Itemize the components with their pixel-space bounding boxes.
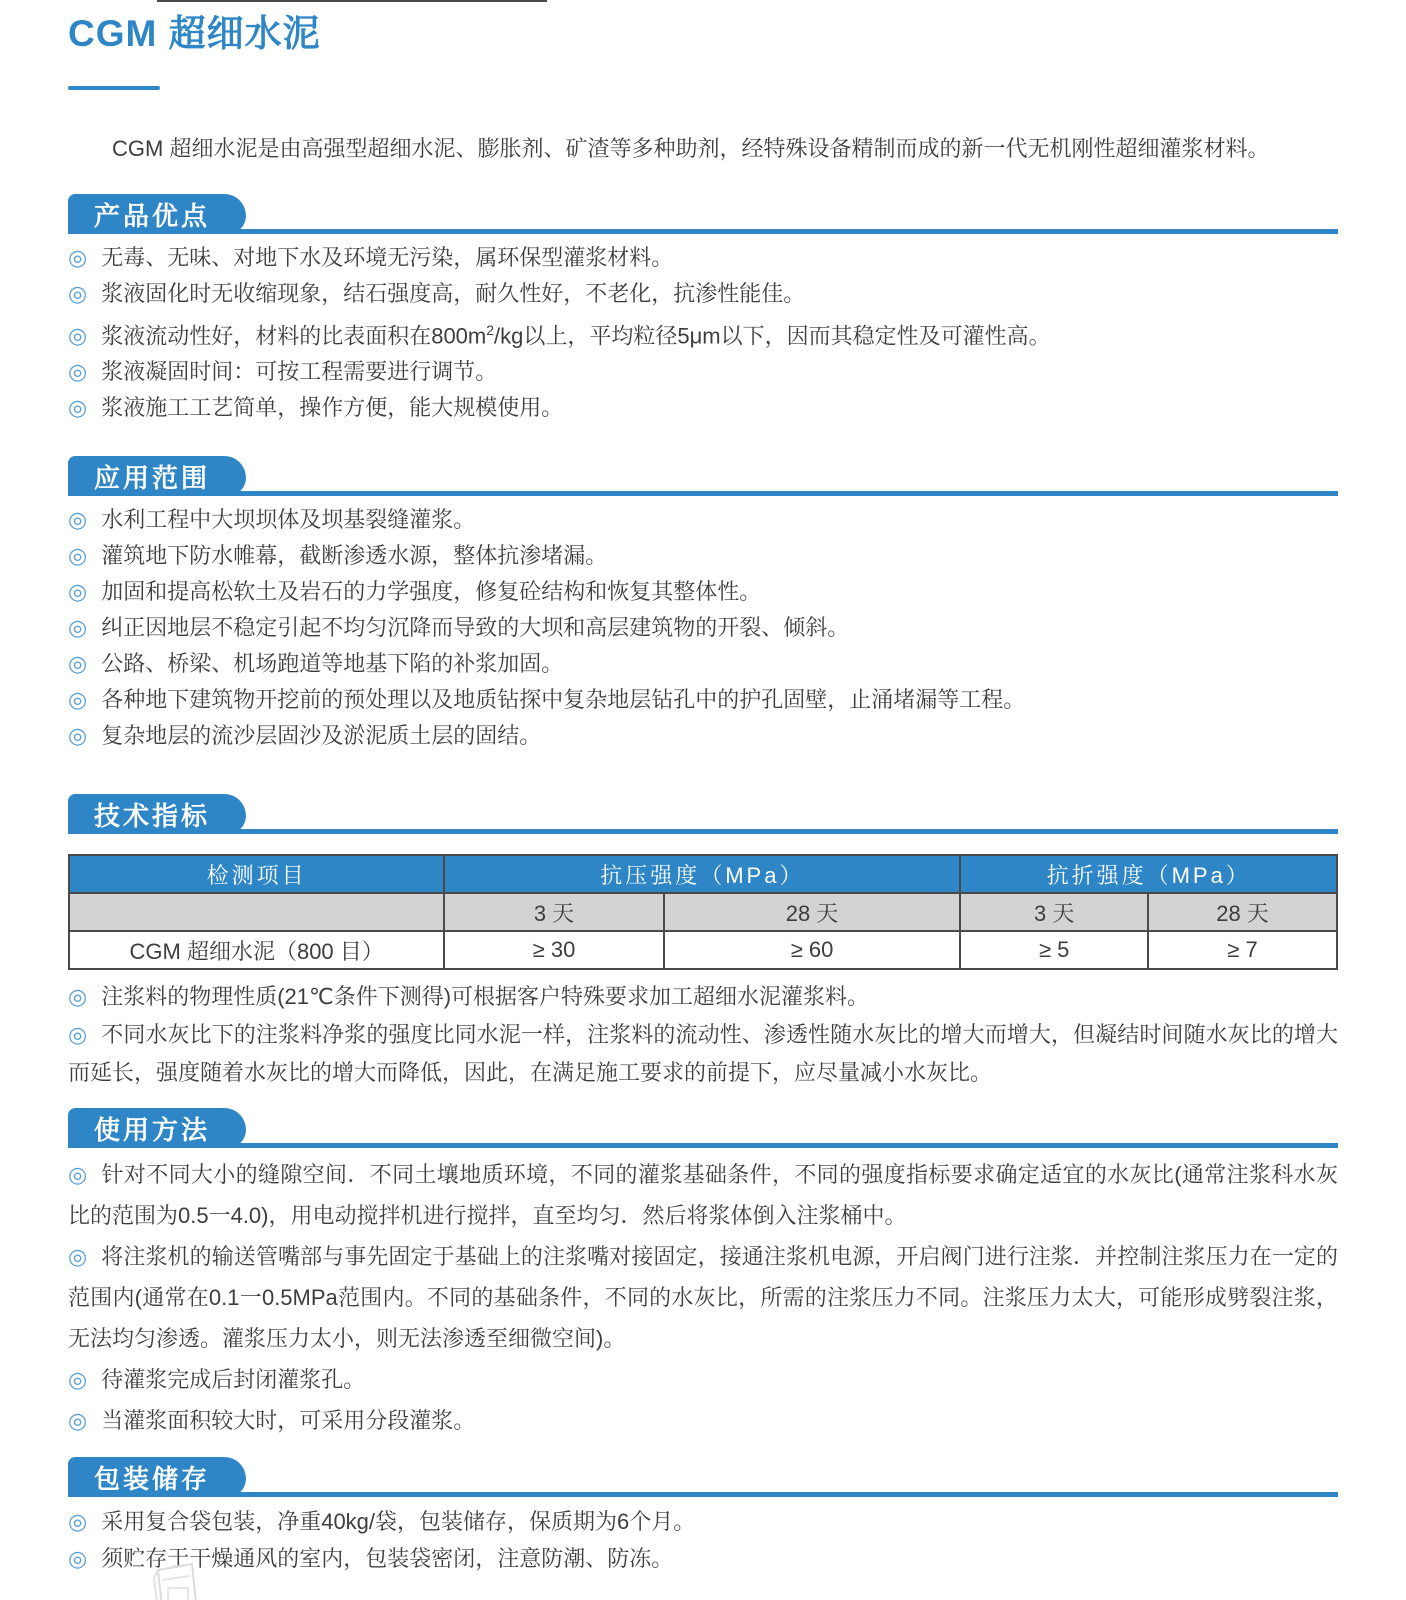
- list-item: [68, 276, 1338, 312]
- list-item: [68, 1400, 1338, 1441]
- list-item-text: 浆液施工工艺简单，操作方便，能大规模使用。: [101, 395, 564, 421]
- note-text: 注浆料的物理性质(21℃条件下测得)可根据客户特殊要求加工超细水泥灌浆料。: [101, 984, 870, 1010]
- list-item: [68, 610, 1338, 646]
- section-banner-applications: [68, 456, 1338, 496]
- superscript: 2: [486, 322, 495, 338]
- section-tab: 产品优点: [68, 194, 246, 234]
- bullet-icon: ◎: [68, 245, 88, 270]
- list-item: [68, 718, 1338, 754]
- list-item-text: 当灌浆面积较大时，可采用分段灌浆。: [101, 1408, 476, 1434]
- table-header-row: [69, 855, 1337, 893]
- list-item-text: 水利工程中大坝坝体及坝基裂缝灌浆。: [101, 507, 476, 533]
- list-item: [68, 1503, 1338, 1540]
- table-cell-subheader: 3 天: [960, 893, 1148, 931]
- list-item-text: 浆液固化时无收缩现象，结石强度高，耐久性好，不老化，抗渗性能佳。: [101, 281, 806, 306]
- section-rule: [68, 1492, 1338, 1497]
- list-item: [68, 682, 1338, 718]
- list-item-text: 复杂地层的流沙层固沙及淤泥质土层的固结。: [101, 723, 542, 749]
- list-item: [68, 312, 1338, 354]
- list-item-text: 各种地下建筑物开挖前的预处理以及地质钻探中复杂地层钻孔中的护孔固壁，止涌堵漏等工程。: [101, 687, 1026, 713]
- storage-list: [68, 1503, 1338, 1577]
- applications-list: [68, 502, 1338, 754]
- bullet-icon: ◎: [68, 615, 88, 641]
- bullet-icon: ◎: [68, 543, 88, 569]
- bullet-icon: ◎: [68, 1022, 88, 1048]
- advantages-list: [68, 240, 1338, 426]
- intro-paragraph: CGM 超细水泥是由高强型超细水泥、膨胀剂、矿渣等多种助剂，经特殊设备精制而成的新一代无机刚性超细灌浆材料。: [112, 136, 1270, 161]
- table-data-row: [69, 931, 1337, 969]
- list-item: [68, 1359, 1338, 1400]
- list-item-text: 须贮存于干燥通风的室内，包装袋密闭，注意防潮、防冻。: [101, 1546, 674, 1572]
- bullet-icon: ◎: [68, 687, 88, 713]
- section-banner-advantages: [68, 194, 1338, 234]
- bullet-icon: ◎: [68, 281, 88, 306]
- bullet-icon: ◎: [68, 395, 88, 421]
- bullet-icon: ◎: [68, 1162, 88, 1188]
- list-item-text: 无毒、无味、对地下水及环境无污染，属环保型灌浆材料。: [101, 245, 674, 270]
- section-tab: 技术指标: [68, 794, 246, 834]
- table-cell-value: ≥ 60: [664, 931, 961, 969]
- bullet-icon: ◎: [68, 323, 88, 349]
- list-item-text: 针对不同大小的缝隙空间．不同土壤地质环境，不同的灌浆基础条件，不同的强度指标要求确定适宜的水灰比(通常注浆科水灰比的范围为0.5一4.0)，用电动搅拌机进行搅拌，直至均匀．然后将浆体倒入注浆桶中。: [68, 1162, 1338, 1229]
- list-item-text: 将注浆机的输送管嘴部与事先固定于基础上的注浆嘴对接固定，接通注浆机电源，开启阀门进行注浆．并控制注浆压力在一定的范围内(通常在0.1一0.5MPa范围内。不同的基础条件，不同的水灰比，所需的注浆压力不同。注浆压力太大，可能形成劈裂注浆，无法均匀渗透。灌浆压力太小，则无法渗透至细微空间)。: [68, 1244, 1338, 1352]
- section-specs: [68, 794, 1338, 1092]
- section-tab: 使用方法: [68, 1108, 246, 1148]
- list-item-text: 公路、桥梁、机场跑道等地基下陷的补浆加固。: [101, 651, 564, 677]
- note-item: [68, 978, 1338, 1016]
- list-item-text: /kg以上，平均粒径5μm以下，因而其稳定性及可灌性高。: [494, 323, 1051, 349]
- cement-bag-watermark-image: [140, 1556, 230, 1600]
- table-cell-value: ≥ 7: [1148, 931, 1337, 969]
- list-item: [68, 390, 1338, 426]
- bullet-icon: ◎: [68, 579, 88, 605]
- page-title: CGM 超细水泥: [68, 13, 321, 54]
- table-cell-col-header: 检测项目: [69, 855, 444, 893]
- list-item: [68, 538, 1338, 574]
- section-applications: [68, 456, 1338, 754]
- title-underline: [68, 86, 160, 90]
- table-cell-subheader: 3 天: [444, 893, 663, 931]
- section-advantages: [68, 194, 1338, 426]
- table-cell-empty: [69, 893, 444, 931]
- list-item: [68, 646, 1338, 682]
- table-cell-value: ≥ 5: [960, 931, 1148, 969]
- section-tab: 应用范围: [68, 456, 246, 496]
- page-top-cutoff-line: [157, 0, 547, 2]
- table-subheader-row: [69, 893, 1337, 931]
- section-banner-usage: [68, 1108, 1338, 1148]
- list-item: [68, 1236, 1338, 1359]
- list-item-text: 浆液流动性好，材料的比表面积在800m: [101, 323, 487, 349]
- list-item: [68, 240, 1338, 276]
- bullet-icon: ◎: [68, 507, 88, 533]
- list-item-text: 浆液凝固时间：可按工程需要进行调节。: [101, 359, 498, 385]
- table-cell-value: ≥ 30: [444, 931, 663, 969]
- list-item-text: 采用复合袋包装，净重40kg/袋，包装储存，保质期为6个月。: [101, 1509, 696, 1535]
- list-item-text: 纠正因地层不稳定引起不均匀沉降而导致的大坝和高层建筑物的开裂、倾斜。: [101, 615, 850, 641]
- list-item: [68, 1540, 1338, 1577]
- bullet-icon: ◎: [68, 1244, 88, 1270]
- section-banner-specs: [68, 794, 1338, 834]
- list-item-text: 加固和提高松软土及岩石的力学强度，修复砼结构和恢复其整体性。: [101, 579, 762, 605]
- bullet-icon: ◎: [68, 984, 88, 1010]
- section-rule: [68, 829, 1338, 834]
- table-cell-group-flexural: 抗折强度（MPa）: [960, 855, 1337, 893]
- specs-notes: [68, 978, 1338, 1092]
- section-tab: 包装储存: [68, 1457, 246, 1497]
- section-storage: [68, 1457, 1338, 1577]
- bullet-icon: ◎: [68, 359, 88, 385]
- list-item-text: 灌筑地下防水帷幕，截断渗透水源，整体抗渗堵漏。: [101, 543, 608, 569]
- bullet-icon: ◎: [68, 1546, 88, 1572]
- section-rule: [68, 1143, 1338, 1148]
- note-item: [68, 1016, 1338, 1092]
- specs-table: [68, 854, 1338, 970]
- bullet-icon: ◎: [68, 723, 88, 749]
- usage-list: [68, 1154, 1338, 1441]
- note-text: 不同水灰比下的注浆料净浆的强度比同水泥一样，注浆料的流动性、渗透性随水灰比的增大而增大，但凝结时间随水灰比的增大而延长，强度随着水灰比的增大而降低，因此，在满足施工要求的前提下，应尽量减小水灰比。: [68, 1022, 1338, 1086]
- bullet-icon: ◎: [68, 651, 88, 677]
- list-item: [68, 574, 1338, 610]
- table-cell-subheader: 28 天: [1148, 893, 1337, 931]
- table-cell-group-compressive: 抗压强度（MPa）: [444, 855, 960, 893]
- list-item: [68, 502, 1338, 538]
- list-item-text: 待灌浆完成后封闭灌浆孔。: [101, 1367, 366, 1393]
- section-rule: [68, 229, 1338, 234]
- bullet-icon: ◎: [68, 1367, 88, 1393]
- bullet-icon: ◎: [68, 1408, 88, 1434]
- section-banner-storage: [68, 1457, 1338, 1497]
- section-usage: [68, 1108, 1338, 1441]
- section-rule: [68, 491, 1338, 496]
- bullet-icon: ◎: [68, 1509, 88, 1535]
- table-cell-subheader: 28 天: [664, 893, 961, 931]
- list-item: [68, 354, 1338, 390]
- table-cell-row-label: CGM 超细水泥（800 目）: [69, 931, 444, 969]
- list-item: [68, 1154, 1338, 1236]
